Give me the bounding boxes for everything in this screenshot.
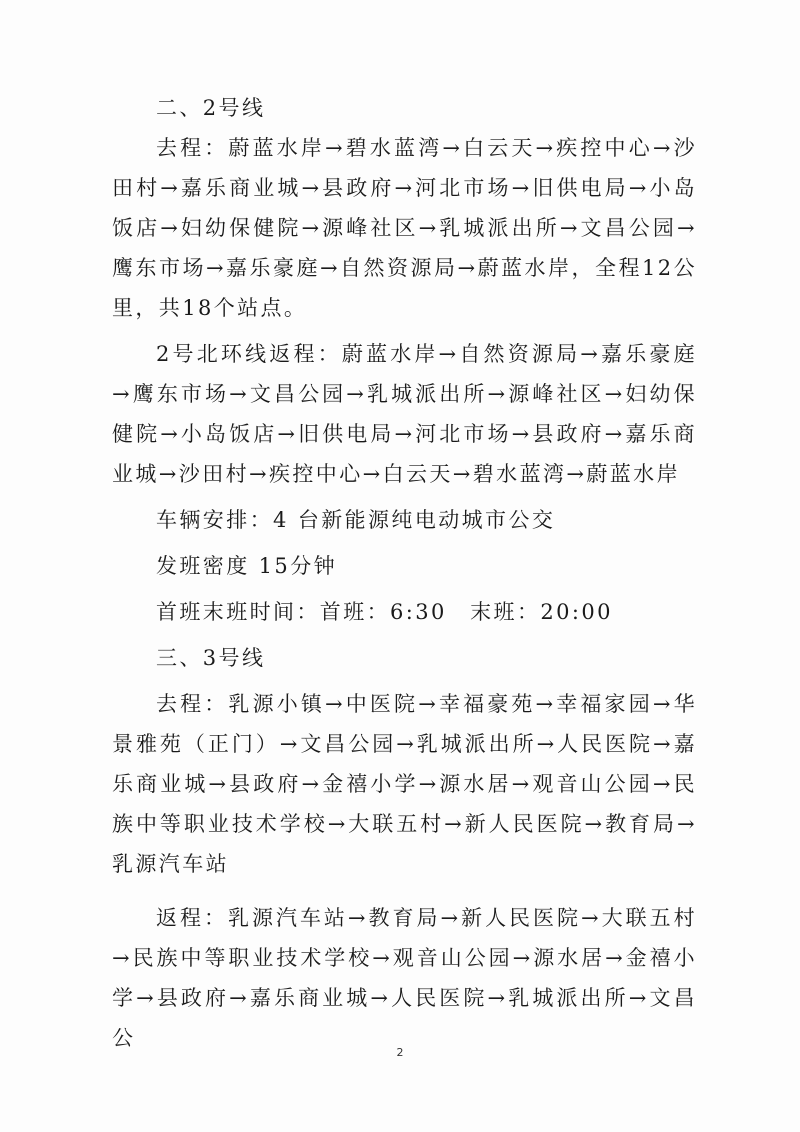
route2-return-paragraph: 2号北环线返程：蔚蓝水岸→自然资源局→嘉乐豪庭→鹰东市场→文昌公园→乳城派出所→源峰社区→妇幼保健院→小岛饭店→旧供电局→河北市场→县政府→嘉乐商业城→沙田村→疾控中心→白云天→碧水蓝湾→蔚蓝水岸 (112, 342, 697, 486)
route3-outbound-paragraph: 去程：乳源小镇→中医院→幸福豪苑→幸福家园→华景雅苑（正门）→文昌公园→乳城派出所→人民医院→嘉乐商业城→县政府→金禧小学→源水居→观音山公园→民族中等职业技术学校→大联五村→新人民医院→教育局→乳源汽车站 (112, 692, 697, 876)
route2-heading: 二、2号线 (156, 96, 266, 120)
page-number: 2 (396, 1046, 404, 1059)
route3-return-paragraph: 返程：乳源汽车站→教育局→新人民医院→大联五村→民族中等职业技术学校→观音山公园→源水居→金禧小学→县政府→嘉乐商业城→人民医院→乳城派出所→文昌公 (112, 906, 697, 1050)
route2-frequency-paragraph: 发班密度 15分钟 (156, 554, 337, 578)
route3-heading: 三、3号线 (156, 646, 266, 670)
route2-vehicles-paragraph: 车辆安排：4 台新能源纯电动城市公交 (156, 508, 556, 532)
route2-outbound-paragraph: 去程：蔚蓝水岸→碧水蓝湾→白云天→疾控中心→沙田村→嘉乐商业城→县政府→河北市场→旧供电局→小岛饭店→妇幼保健院→源峰社区→乳城派出所→文昌公园→鹰东市场→嘉乐豪庭→自然资源局→蔚蓝水岸，全程12公里，共18个站点。 (112, 136, 697, 320)
route2-schedule-paragraph: 首班末班时间：首班：6:30 末班：20:00 (156, 600, 613, 624)
document-body (112, 88, 697, 1058)
